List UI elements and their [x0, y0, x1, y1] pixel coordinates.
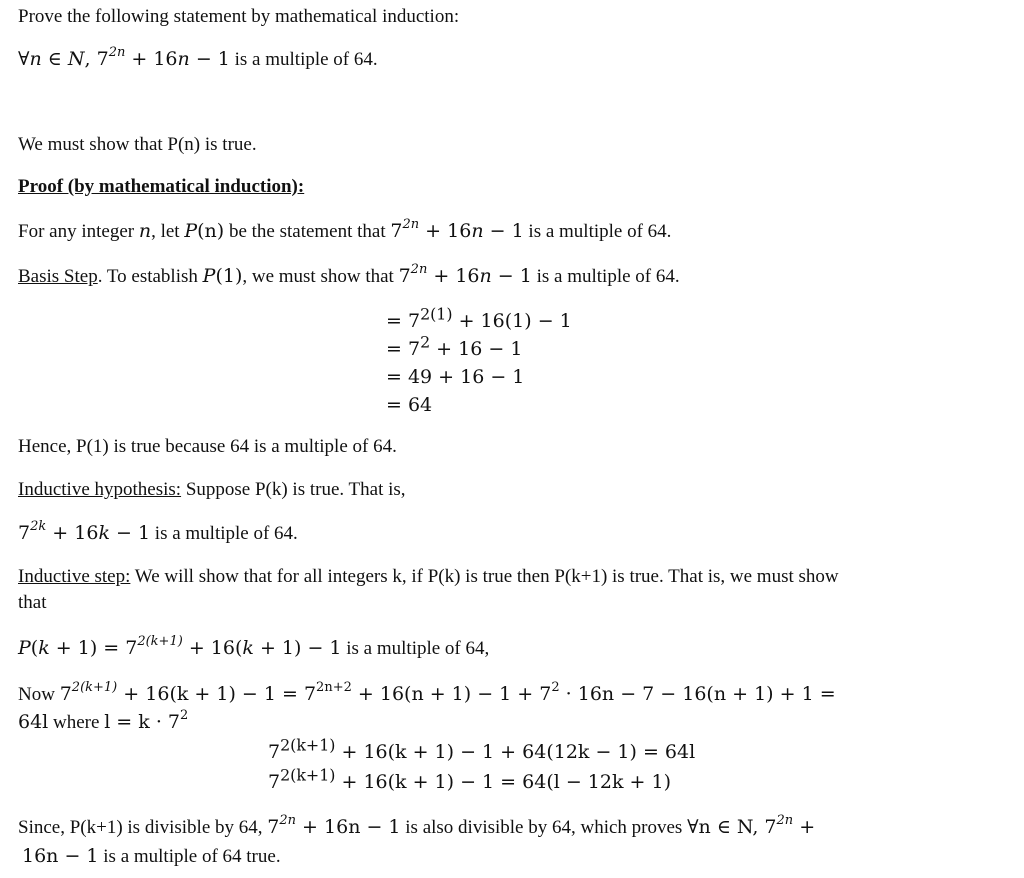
- since-base: 7: [267, 816, 280, 838]
- for-any-line: [18, 216, 672, 243]
- hyp-k: k: [98, 522, 110, 544]
- basis-eq-1-pre: = 7: [386, 310, 421, 332]
- since-l2-text: is a multiple of 64 true.: [98, 846, 281, 867]
- now-line-1: [18, 679, 836, 706]
- must-show: We must show that P(n) is true.: [18, 134, 257, 155]
- stmt-base: 7: [96, 48, 109, 70]
- hyp-end: − 1: [109, 522, 151, 544]
- basis-exp: 2n: [410, 261, 428, 277]
- pk1-suffix: is a multiple of 64,: [341, 638, 490, 659]
- step-line: [18, 566, 839, 588]
- for-any-t1: For any integer: [18, 221, 139, 242]
- now-math: [59, 679, 836, 705]
- for-any-pn: (n): [197, 220, 225, 242]
- for-any-n2: n: [471, 220, 484, 242]
- step-eq-b-post: + 16(k + 1) − 1 = 64(l − 12k + 1): [335, 771, 671, 793]
- for-any-n: n: [138, 220, 152, 242]
- hyp-rest: + 16: [46, 522, 99, 544]
- since-line-2: [22, 845, 281, 868]
- basis-eq-2-pre: = 7: [386, 338, 421, 360]
- basis-t3: is a multiple of 64.: [531, 266, 680, 287]
- stmt-n2: n: [177, 48, 190, 70]
- pk1-end: + 1) − 1: [253, 637, 342, 659]
- now-l2-where: where: [48, 712, 105, 733]
- basis-eq-1: [386, 304, 572, 332]
- step-eq-a-exp: 2(k+1): [280, 735, 336, 755]
- pk1-k2: k: [242, 637, 254, 659]
- hypothesis-expr: [18, 518, 298, 545]
- hyp-math: [18, 518, 151, 544]
- now-mid2: + 16(n + 1) − 1 + 7: [351, 683, 552, 705]
- stmt-expr: [96, 44, 230, 70]
- pk1-mid: + 1) = 7: [49, 637, 138, 659]
- basis-eq-2-exp: 2: [420, 332, 431, 352]
- step-eq-a-pre: 7: [268, 741, 281, 763]
- basis-p1: (1): [215, 265, 243, 287]
- basis-rest: + 16: [427, 265, 480, 287]
- basis-base: 7: [398, 265, 411, 287]
- basis-expr: [398, 261, 532, 287]
- stmt-exp: 2n: [108, 44, 126, 60]
- pk1-line: [18, 633, 490, 660]
- statement-line: [18, 44, 378, 71]
- since-forall: [687, 812, 816, 838]
- for-any-t4: is a multiple of 64.: [523, 221, 672, 242]
- now-pre: 7: [59, 683, 72, 705]
- hypothesis-text: Suppose P(k) is true. That is,: [181, 479, 406, 500]
- hypothesis-line: [18, 479, 406, 501]
- now-l2-expr: 64l: [18, 711, 49, 733]
- step-cont: that: [18, 592, 47, 613]
- pk1-k: k: [38, 637, 50, 659]
- for-any-base: 7: [390, 220, 403, 242]
- forall-symbol: ∀: [18, 48, 30, 70]
- stmt-suffix: is a multiple of 64.: [229, 49, 378, 70]
- since-math: [267, 812, 401, 838]
- stmt-n: n: [29, 48, 42, 70]
- now-exp3: 2: [551, 679, 560, 695]
- hyp-exp: 2k: [30, 518, 47, 534]
- now-l2-eq: [104, 707, 189, 733]
- basis-n: n: [479, 265, 492, 287]
- now-word: Now: [18, 684, 60, 705]
- step-label: Inductive step:: [18, 566, 131, 587]
- since-forall-text: ∀n ∈ N, 7: [687, 816, 777, 838]
- since-l2-expr: 16n − 1: [22, 845, 99, 867]
- stmt-rest: + 16: [125, 48, 178, 70]
- basis-P: P: [202, 265, 216, 287]
- stmt-in: ∈: [41, 48, 68, 70]
- basis-eq-2-post: + 16 − 1: [430, 338, 523, 360]
- step-eq-b-exp: 2(k+1): [280, 765, 336, 785]
- basis-label: Basis Step: [18, 266, 98, 287]
- basis-eq-3: = 49 + 16 − 1: [386, 366, 525, 388]
- basis-line: [18, 261, 680, 288]
- for-any-end: − 1: [483, 220, 524, 242]
- since-fexp: 2n: [776, 812, 794, 828]
- since-exp: 2n: [279, 812, 297, 828]
- now-exp1: 2(k+1): [71, 679, 118, 695]
- stmt-comma: ,: [84, 48, 97, 70]
- pk1-rest: + 16(: [182, 637, 243, 659]
- basis-eq-1-post: + 16(1) − 1: [452, 310, 572, 332]
- step-text: We will show that for all integers k, if P(k) is true then P(k+1) is true. That is, we must show: [130, 566, 839, 587]
- for-any-t3: be the statement that: [224, 221, 391, 242]
- hyp-base: 7: [18, 522, 31, 544]
- pk1-exp: 2(k+1): [137, 633, 183, 649]
- proof-heading: Proof (by mathematical induction):: [18, 176, 305, 197]
- for-any-exp: 2n: [402, 216, 420, 232]
- basis-eq-1-exp: 2(1): [420, 304, 453, 324]
- basis-eq-4: = 64: [386, 394, 433, 416]
- now-l2-eq-pre: l = k · 7: [104, 711, 180, 733]
- now-line-2: [18, 707, 189, 734]
- basis-eq-2: [386, 332, 523, 360]
- now-exp2: 2n+2: [316, 679, 352, 695]
- stmt-N: N: [67, 48, 85, 70]
- since-line-1: [18, 812, 816, 839]
- step-eq-a-post: + 16(k + 1) − 1 + 64(12k − 1) = 64l: [335, 741, 696, 763]
- hyp-suffix: is a multiple of 64.: [150, 523, 298, 544]
- since-t1: Since, P(k+1) is divisible by 64,: [18, 817, 268, 838]
- basis-t1: . To establish: [97, 266, 203, 287]
- for-any-P: P: [184, 220, 198, 242]
- now-mid1: + 16(k + 1) − 1 = 7: [117, 683, 317, 705]
- since-rest: + 16n − 1: [296, 816, 401, 838]
- basis-end: − 1: [491, 265, 532, 287]
- hence-line: Hence, P(1) is true because 64 is a multiple of 64.: [18, 436, 397, 457]
- since-t2: is also divisible by 64, which proves: [400, 817, 688, 838]
- for-any-t2: , let: [151, 221, 185, 242]
- step-eq-a: [268, 735, 696, 763]
- step-eq-b: [268, 765, 671, 793]
- for-any-expr: [390, 216, 524, 242]
- now-l2-eq-exp: 2: [179, 707, 189, 723]
- pk1-P: P: [18, 637, 31, 659]
- intro-prompt: Prove the following statement by mathematical induction:: [18, 6, 460, 27]
- now-mid3: · 16n − 7 − 16(n + 1) + 1 =: [559, 683, 836, 705]
- basis-t2: , we must show that: [242, 266, 399, 287]
- pk1-open: (: [30, 637, 39, 659]
- since-fend: +: [793, 816, 816, 838]
- pk1-math: [18, 633, 342, 659]
- hypothesis-label: Inductive hypothesis:: [18, 479, 182, 500]
- for-any-rest: + 16: [419, 220, 472, 242]
- step-eq-b-pre: 7: [268, 771, 281, 793]
- stmt-end: − 1: [189, 48, 230, 70]
